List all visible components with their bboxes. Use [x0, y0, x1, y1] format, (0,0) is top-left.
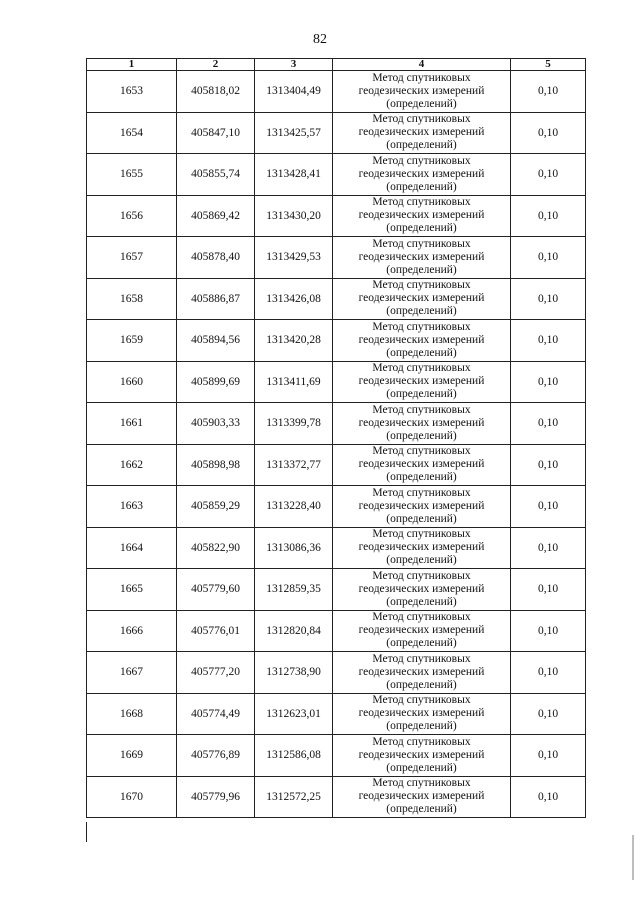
x-coordinate-cell: 405774,49 — [177, 693, 255, 735]
column-header-5: 5 — [511, 59, 586, 71]
method-line: (определений) — [386, 97, 457, 110]
method-line: (определений) — [386, 554, 457, 567]
x-coordinate-cell: 405822,90 — [177, 527, 255, 569]
accuracy-cell: 0,10 — [511, 693, 586, 735]
x-coordinate-cell: 405847,10 — [177, 112, 255, 154]
x-coordinate-cell: 405903,33 — [177, 403, 255, 445]
method-cell — [333, 693, 511, 735]
point-number-cell: 1653 — [87, 71, 177, 113]
table-row — [87, 652, 586, 694]
method-cell — [333, 154, 511, 196]
table-row — [87, 610, 586, 652]
method-line: Метод спутниковых — [372, 279, 471, 292]
method-line: Метод спутниковых — [372, 403, 471, 416]
page-number: 82 — [313, 32, 327, 47]
point-number-cell: 1661 — [87, 403, 177, 445]
y-coordinate-cell: 1312738,90 — [255, 652, 333, 694]
point-number-cell: 1670 — [87, 776, 177, 818]
scan-mark — [632, 835, 634, 880]
point-number-cell: 1668 — [87, 693, 177, 735]
point-number-cell: 1657 — [87, 237, 177, 279]
table-row — [87, 444, 586, 486]
method-line: геодезических измерений — [358, 790, 485, 803]
coordinates-table — [86, 58, 586, 818]
y-coordinate-cell: 1313430,20 — [255, 195, 333, 237]
method-line: геодезических измерений — [358, 665, 485, 678]
method-line: (определений) — [386, 595, 457, 608]
method-cell — [333, 71, 511, 113]
table-row — [87, 735, 586, 777]
method-cell — [333, 444, 511, 486]
accuracy-cell: 0,10 — [511, 278, 586, 320]
method-cell — [333, 320, 511, 362]
method-line: геодезических измерений — [358, 209, 485, 222]
method-line: Метод спутниковых — [372, 320, 471, 333]
method-line: геодезических измерений — [358, 624, 485, 637]
accuracy-cell: 0,10 — [511, 569, 586, 611]
y-coordinate-cell: 1313086,36 — [255, 527, 333, 569]
accuracy-cell: 0,10 — [511, 237, 586, 279]
point-number-cell: 1655 — [87, 154, 177, 196]
method-line: геодезических измерений — [358, 707, 485, 720]
method-cell — [333, 652, 511, 694]
method-line: (определений) — [386, 471, 457, 484]
point-number-cell: 1658 — [87, 278, 177, 320]
method-line: Метод спутниковых — [372, 777, 471, 790]
y-coordinate-cell: 1313429,53 — [255, 237, 333, 279]
point-number-cell: 1667 — [87, 652, 177, 694]
method-line: Метод спутниковых — [372, 445, 471, 458]
accuracy-cell: 0,10 — [511, 527, 586, 569]
method-line: геодезических измерений — [358, 499, 485, 512]
accuracy-cell: 0,10 — [511, 735, 586, 777]
method-cell — [333, 735, 511, 777]
method-line: Метод спутниковых — [372, 237, 471, 250]
method-line: геодезических измерений — [358, 292, 485, 305]
table-row — [87, 403, 586, 445]
y-coordinate-cell: 1312623,01 — [255, 693, 333, 735]
method-line: геодезических измерений — [358, 250, 485, 263]
method-line: геодезических измерений — [358, 748, 485, 761]
table-header-row — [87, 59, 586, 71]
point-number-cell: 1656 — [87, 195, 177, 237]
point-number-cell: 1663 — [87, 486, 177, 528]
method-line: геодезических измерений — [358, 375, 485, 388]
accuracy-cell: 0,10 — [511, 444, 586, 486]
table-row — [87, 527, 586, 569]
method-cell — [333, 403, 511, 445]
accuracy-cell: 0,10 — [511, 486, 586, 528]
method-line: геодезических измерений — [358, 458, 485, 471]
method-line: Метод спутниковых — [372, 113, 471, 126]
y-coordinate-cell: 1312586,08 — [255, 735, 333, 777]
method-line: (определений) — [386, 761, 457, 774]
y-coordinate-cell: 1313426,08 — [255, 278, 333, 320]
method-line: (определений) — [386, 180, 457, 193]
x-coordinate-cell: 405776,01 — [177, 610, 255, 652]
point-number-cell: 1664 — [87, 527, 177, 569]
method-line: геодезических измерений — [358, 84, 485, 97]
y-coordinate-cell: 1312859,35 — [255, 569, 333, 611]
accuracy-cell: 0,10 — [511, 195, 586, 237]
table-row — [87, 112, 586, 154]
method-cell — [333, 527, 511, 569]
column-header-4: 4 — [333, 59, 511, 71]
method-cell — [333, 195, 511, 237]
method-line: Метод спутниковых — [372, 611, 471, 624]
method-line: Метод спутниковых — [372, 735, 471, 748]
method-line: геодезических измерений — [358, 167, 485, 180]
method-cell — [333, 776, 511, 818]
y-coordinate-cell: 1313411,69 — [255, 361, 333, 403]
y-coordinate-cell: 1313420,28 — [255, 320, 333, 362]
x-coordinate-cell: 405869,42 — [177, 195, 255, 237]
table-row — [87, 71, 586, 113]
point-number-cell: 1662 — [87, 444, 177, 486]
method-line: Метод спутниковых — [372, 196, 471, 209]
x-coordinate-cell: 405779,60 — [177, 569, 255, 611]
method-line: Метод спутниковых — [372, 569, 471, 582]
table-row — [87, 361, 586, 403]
column-header-2: 2 — [177, 59, 255, 71]
x-coordinate-cell: 405878,40 — [177, 237, 255, 279]
method-line: Метод спутниковых — [372, 694, 471, 707]
method-line: геодезических измерений — [358, 541, 485, 554]
method-cell — [333, 112, 511, 154]
method-line: (определений) — [386, 388, 457, 401]
table-row — [87, 486, 586, 528]
method-cell — [333, 569, 511, 611]
method-line: (определений) — [386, 139, 457, 152]
method-line: геодезических измерений — [358, 126, 485, 139]
y-coordinate-cell: 1313404,49 — [255, 71, 333, 113]
method-cell — [333, 610, 511, 652]
y-coordinate-cell: 1313399,78 — [255, 403, 333, 445]
method-cell — [333, 278, 511, 320]
method-line: геодезических измерений — [358, 333, 485, 346]
method-line: Метод спутниковых — [372, 528, 471, 541]
method-line: Метод спутниковых — [372, 154, 471, 167]
table-row — [87, 320, 586, 362]
table-row — [87, 569, 586, 611]
method-line: Метод спутниковых — [372, 652, 471, 665]
y-coordinate-cell: 1313228,40 — [255, 486, 333, 528]
table-row — [87, 154, 586, 196]
x-coordinate-cell: 405855,74 — [177, 154, 255, 196]
method-line: геодезических измерений — [358, 582, 485, 595]
method-cell — [333, 361, 511, 403]
table-row — [87, 195, 586, 237]
x-coordinate-cell: 405779,96 — [177, 776, 255, 818]
method-cell — [333, 486, 511, 528]
table-edge-line — [86, 822, 87, 842]
method-line: геодезических измерений — [358, 416, 485, 429]
y-coordinate-cell: 1313372,77 — [255, 444, 333, 486]
x-coordinate-cell: 405886,87 — [177, 278, 255, 320]
method-line: (определений) — [386, 678, 457, 691]
y-coordinate-cell: 1312572,25 — [255, 776, 333, 818]
table-row — [87, 278, 586, 320]
accuracy-cell: 0,10 — [511, 361, 586, 403]
x-coordinate-cell: 405776,89 — [177, 735, 255, 777]
method-line: (определений) — [386, 429, 457, 442]
accuracy-cell: 0,10 — [511, 320, 586, 362]
point-number-cell: 1666 — [87, 610, 177, 652]
method-line: Метод спутниковых — [372, 486, 471, 499]
table-body — [87, 71, 586, 818]
method-line: (определений) — [386, 346, 457, 359]
method-line: Метод спутниковых — [372, 362, 471, 375]
accuracy-cell: 0,10 — [511, 776, 586, 818]
accuracy-cell: 0,10 — [511, 610, 586, 652]
accuracy-cell: 0,10 — [511, 71, 586, 113]
y-coordinate-cell: 1313425,57 — [255, 112, 333, 154]
accuracy-cell: 0,10 — [511, 154, 586, 196]
point-number-cell: 1659 — [87, 320, 177, 362]
accuracy-cell: 0,10 — [511, 403, 586, 445]
method-line: (определений) — [386, 263, 457, 276]
method-line: (определений) — [386, 720, 457, 733]
column-header-3: 3 — [255, 59, 333, 71]
accuracy-cell: 0,10 — [511, 652, 586, 694]
table-row — [87, 776, 586, 818]
accuracy-cell: 0,10 — [511, 112, 586, 154]
x-coordinate-cell: 405859,29 — [177, 486, 255, 528]
x-coordinate-cell: 405894,56 — [177, 320, 255, 362]
method-line: (определений) — [386, 512, 457, 525]
table-row — [87, 693, 586, 735]
method-cell — [333, 237, 511, 279]
column-header-1: 1 — [87, 59, 177, 71]
x-coordinate-cell: 405777,20 — [177, 652, 255, 694]
point-number-cell: 1669 — [87, 735, 177, 777]
table-row — [87, 237, 586, 279]
point-number-cell: 1654 — [87, 112, 177, 154]
method-line: (определений) — [386, 803, 457, 816]
x-coordinate-cell: 405818,02 — [177, 71, 255, 113]
point-number-cell: 1660 — [87, 361, 177, 403]
method-line: (определений) — [386, 305, 457, 318]
x-coordinate-cell: 405899,69 — [177, 361, 255, 403]
y-coordinate-cell: 1313428,41 — [255, 154, 333, 196]
method-line: (определений) — [386, 222, 457, 235]
method-line: (определений) — [386, 637, 457, 650]
point-number-cell: 1665 — [87, 569, 177, 611]
y-coordinate-cell: 1312820,84 — [255, 610, 333, 652]
x-coordinate-cell: 405898,98 — [177, 444, 255, 486]
method-line: Метод спутниковых — [372, 71, 471, 84]
